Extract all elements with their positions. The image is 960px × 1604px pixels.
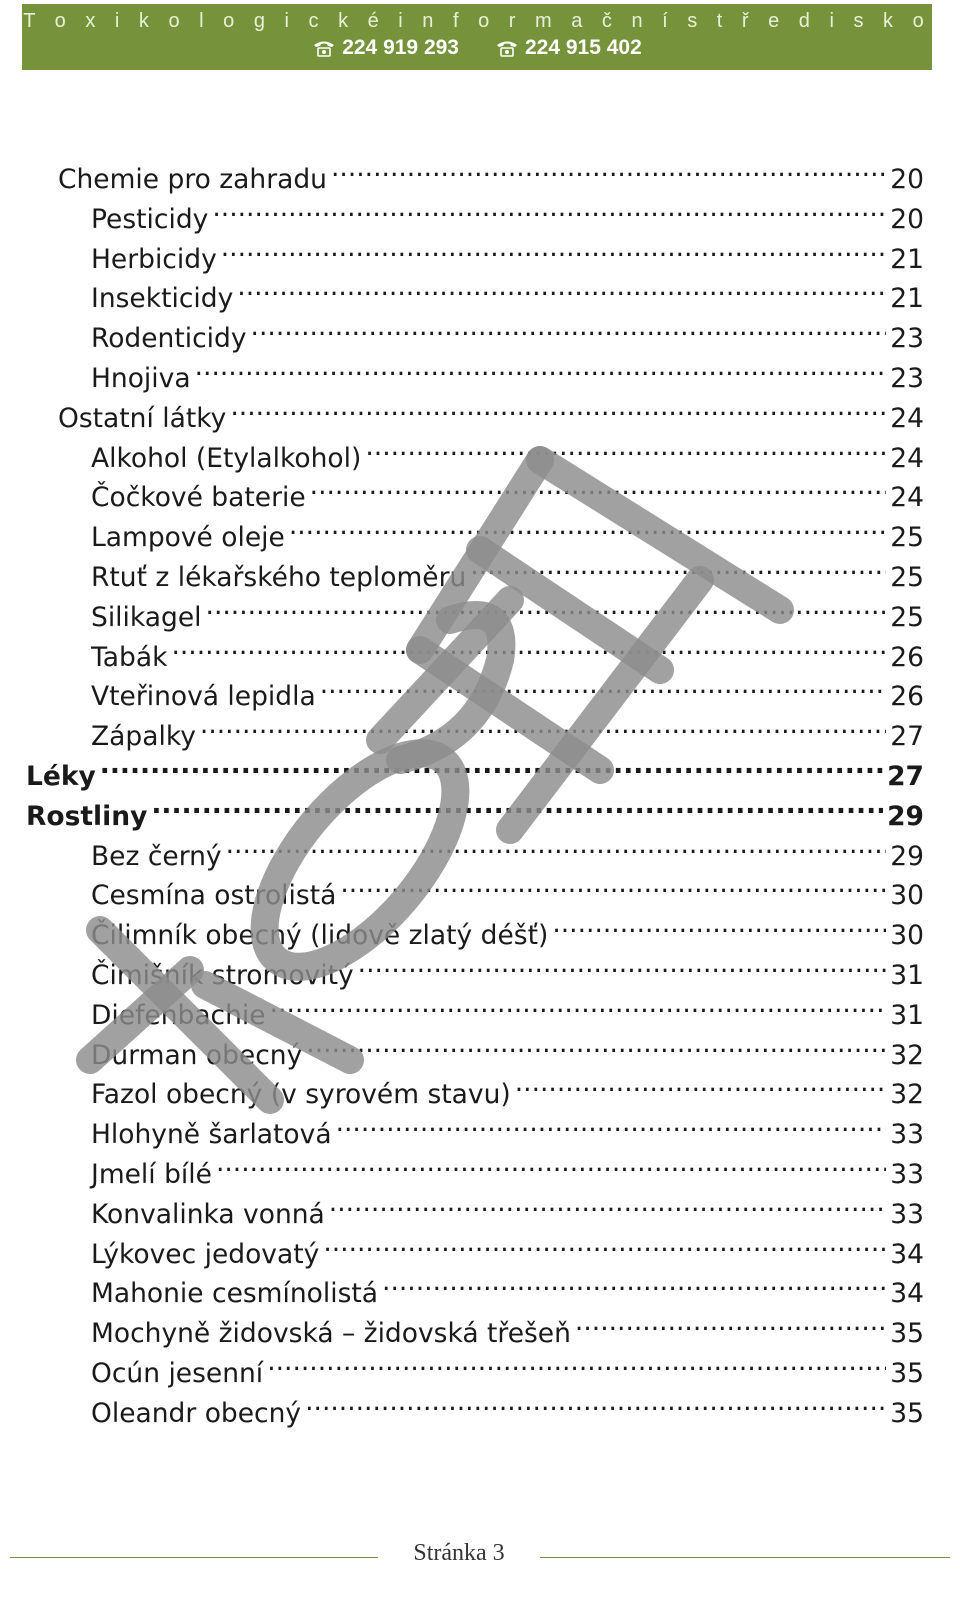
toc-entry[interactable] xyxy=(26,357,924,397)
toc-dot-leader xyxy=(206,596,887,626)
toc-dot-leader xyxy=(230,397,886,427)
toc-entry-title: Rtuť z lékařského teploměru xyxy=(91,561,467,593)
toc-entry-page: 35 xyxy=(890,1397,924,1429)
toc-entry-title: Zápalky xyxy=(91,721,196,753)
toc-dot-leader xyxy=(382,1272,886,1302)
toc-entry-title: Tabák xyxy=(91,641,168,673)
toc-dot-leader xyxy=(237,277,886,307)
toc-entry-page: 21 xyxy=(890,243,924,275)
page-number-label: Stránka 3 xyxy=(413,1540,505,1566)
toc-entry[interactable] xyxy=(26,835,924,875)
toc-dot-leader xyxy=(515,1073,887,1103)
toc-entry[interactable] xyxy=(26,556,924,596)
phone-number: 224 915 402 xyxy=(525,36,642,59)
toc-entry[interactable] xyxy=(26,636,924,676)
toc-entry-title: Čilimník obecný (lidově zlatý déšť) xyxy=(91,920,549,952)
toc-dot-leader xyxy=(270,994,887,1024)
toc-entry-page: 24 xyxy=(890,482,924,514)
toc-dot-leader xyxy=(470,556,886,586)
toc-entry[interactable] xyxy=(26,277,924,317)
toc-entry-title: Konvalinka vonná xyxy=(91,1198,325,1230)
toc-dot-leader xyxy=(320,675,887,705)
toc-entry-page: 29 xyxy=(890,840,924,872)
phone-1 xyxy=(312,36,459,60)
toc-entry-title: Diefenbachie xyxy=(91,999,266,1031)
toc-entry-page: 33 xyxy=(890,1158,924,1190)
toc-entry-title: Ostatní látky xyxy=(58,402,227,434)
toc-dot-leader xyxy=(323,1233,886,1263)
toc-entry[interactable] xyxy=(26,516,924,556)
toc-entry[interactable] xyxy=(26,596,924,636)
toc-entry-page: 33 xyxy=(890,1198,924,1230)
toc-dot-leader xyxy=(251,317,887,347)
toc-entry-title: Fazol obecný (v syrovém stavu) xyxy=(91,1079,511,1111)
toc-entry-page: 32 xyxy=(890,1079,924,1111)
toc-entry-title: Rodenticidy xyxy=(91,323,247,355)
toc-dot-leader xyxy=(331,158,886,188)
toc-entry-page: 31 xyxy=(890,959,924,991)
toc-entry-title: Čočkové baterie xyxy=(91,482,306,514)
toc-entry[interactable] xyxy=(26,1272,924,1312)
toc-entry[interactable] xyxy=(26,874,924,914)
toc-entry-page: 24 xyxy=(890,442,924,474)
toc-entry-title: Rostliny xyxy=(26,800,148,832)
toc-entry[interactable] xyxy=(26,1312,924,1352)
toc-entry[interactable] xyxy=(26,476,924,516)
toc-entry[interactable] xyxy=(26,1073,924,1113)
toc-dot-leader xyxy=(289,516,886,546)
toc-entry-title: Bez černý xyxy=(91,840,222,872)
toc-entry-title: Jmelí bílé xyxy=(91,1158,212,1190)
toc-entry-page: 27 xyxy=(890,721,924,753)
toc-entry-title: Mochyně židovská – židovská třešeň xyxy=(91,1318,571,1350)
toc-dot-leader xyxy=(305,1392,886,1422)
toc-dot-leader xyxy=(151,795,883,825)
toc-entry[interactable] xyxy=(26,1392,924,1432)
toc-entry-title: Durman obecný xyxy=(91,1039,303,1071)
toc-dot-leader xyxy=(365,437,886,467)
toc-dot-leader xyxy=(171,636,886,666)
telephone-icon xyxy=(312,39,336,57)
phone-2 xyxy=(495,36,642,60)
toc-entry-page: 29 xyxy=(887,800,924,832)
toc-entry-title: Vteřinová lepidla xyxy=(91,681,316,713)
toc-entry-page: 34 xyxy=(890,1238,924,1270)
toc-entry[interactable] xyxy=(26,437,924,477)
toc-entry-page: 33 xyxy=(890,1119,924,1151)
table-of-contents xyxy=(26,158,924,1432)
toc-dot-leader xyxy=(226,835,887,865)
toc-entry[interactable] xyxy=(26,238,924,278)
toc-entry-page: 35 xyxy=(890,1357,924,1389)
toc-dot-leader xyxy=(306,1034,886,1064)
toc-entry-title: Herbicidy xyxy=(91,243,217,275)
toc-entry-title: Silikagel xyxy=(91,601,202,633)
toc-dot-leader xyxy=(216,1153,886,1183)
toc-entry-title: Chemie pro zahradu xyxy=(58,164,327,195)
toc-dot-leader xyxy=(100,755,883,785)
toc-entry-page: 26 xyxy=(890,681,924,713)
toc-entry-page: 35 xyxy=(890,1318,924,1350)
toc-dot-leader xyxy=(310,476,887,506)
toc-entry-title: Čimišník stromovitý xyxy=(91,959,354,991)
toc-entry[interactable] xyxy=(26,1034,924,1074)
toc-entry[interactable] xyxy=(26,317,924,357)
toc-entry-title: Alkohol (Etylalkohol) xyxy=(91,442,362,474)
toc-entry-title: Ocún jesenní xyxy=(91,1357,264,1389)
toc-entry[interactable] xyxy=(26,397,924,437)
toc-entry[interactable] xyxy=(26,1113,924,1153)
toc-entry-title: Hnojiva xyxy=(91,362,191,394)
toc-dot-leader xyxy=(358,954,887,984)
toc-entry[interactable] xyxy=(26,1193,924,1233)
toc-entry[interactable] xyxy=(26,158,924,198)
toc-entry-page: 20 xyxy=(890,203,924,235)
toc-entry[interactable] xyxy=(26,755,924,795)
toc-entry-title: Oleandr obecný xyxy=(91,1397,302,1429)
footer-rule-left xyxy=(10,1557,378,1558)
toc-dot-leader xyxy=(267,1352,886,1382)
toc-entry-page: 20 xyxy=(890,164,924,195)
toc-entry-page: 24 xyxy=(890,402,924,434)
toc-entry[interactable] xyxy=(26,675,924,715)
toc-entry[interactable] xyxy=(26,198,924,238)
phone-number: 224 919 293 xyxy=(342,36,459,59)
toc-entry-page: 26 xyxy=(890,641,924,673)
toc-dot-leader xyxy=(221,238,887,268)
toc-entry-title: Mahonie cesmínolistá xyxy=(91,1278,379,1310)
toc-entry[interactable] xyxy=(26,795,924,835)
toc-dot-leader xyxy=(212,198,886,228)
toc-entry[interactable] xyxy=(26,914,924,954)
toc-entry-page: 30 xyxy=(890,880,924,912)
toc-entry-page: 25 xyxy=(890,601,924,633)
toc-entry-page: 23 xyxy=(890,362,924,394)
toc-entry-page: 32 xyxy=(890,1039,924,1071)
toc-entry[interactable] xyxy=(26,994,924,1034)
toc-entry-title: Lampové oleje xyxy=(91,522,285,554)
header-banner xyxy=(22,4,932,70)
footer-rule-right xyxy=(540,1557,950,1558)
toc-dot-leader xyxy=(575,1312,886,1342)
telephone-icon xyxy=(495,39,519,57)
toc-entry[interactable] xyxy=(26,1352,924,1392)
toc-entry-page: 30 xyxy=(890,920,924,952)
toc-dot-leader xyxy=(336,1113,887,1143)
toc-entry-title: Lýkovec jedovatý xyxy=(91,1238,320,1270)
toc-entry-page: 23 xyxy=(890,323,924,355)
toc-entry-page: 31 xyxy=(890,999,924,1031)
toc-entry[interactable] xyxy=(26,1153,924,1193)
toc-entry[interactable] xyxy=(26,715,924,755)
toc-entry-page: 25 xyxy=(890,561,924,593)
toc-entry-title: Insekticidy xyxy=(91,283,234,315)
toc-dot-leader xyxy=(340,874,886,904)
toc-dot-leader xyxy=(552,914,886,944)
toc-entry-page: 21 xyxy=(890,283,924,315)
phone-numbers xyxy=(22,36,932,60)
toc-entry[interactable] xyxy=(26,954,924,994)
toc-entry-title: Pesticidy xyxy=(91,203,209,235)
toc-dot-leader xyxy=(329,1193,886,1223)
page-footer xyxy=(0,1540,960,1600)
toc-dot-leader xyxy=(195,357,887,387)
toc-entry[interactable] xyxy=(26,1233,924,1273)
toc-entry-page: 27 xyxy=(887,760,924,792)
toc-entry-page: 25 xyxy=(890,522,924,554)
toc-entry-page: 34 xyxy=(890,1278,924,1310)
header-title: T o x i k o l o g i c k é i n f o r m a č n í s t ř e d i s k o xyxy=(23,10,931,32)
toc-entry-title: Cesmína ostrolistá xyxy=(91,880,337,912)
toc-entry-title: Hlohyně šarlatová xyxy=(91,1119,332,1151)
toc-entry-title: Léky xyxy=(26,760,96,792)
toc-dot-leader xyxy=(200,715,886,745)
